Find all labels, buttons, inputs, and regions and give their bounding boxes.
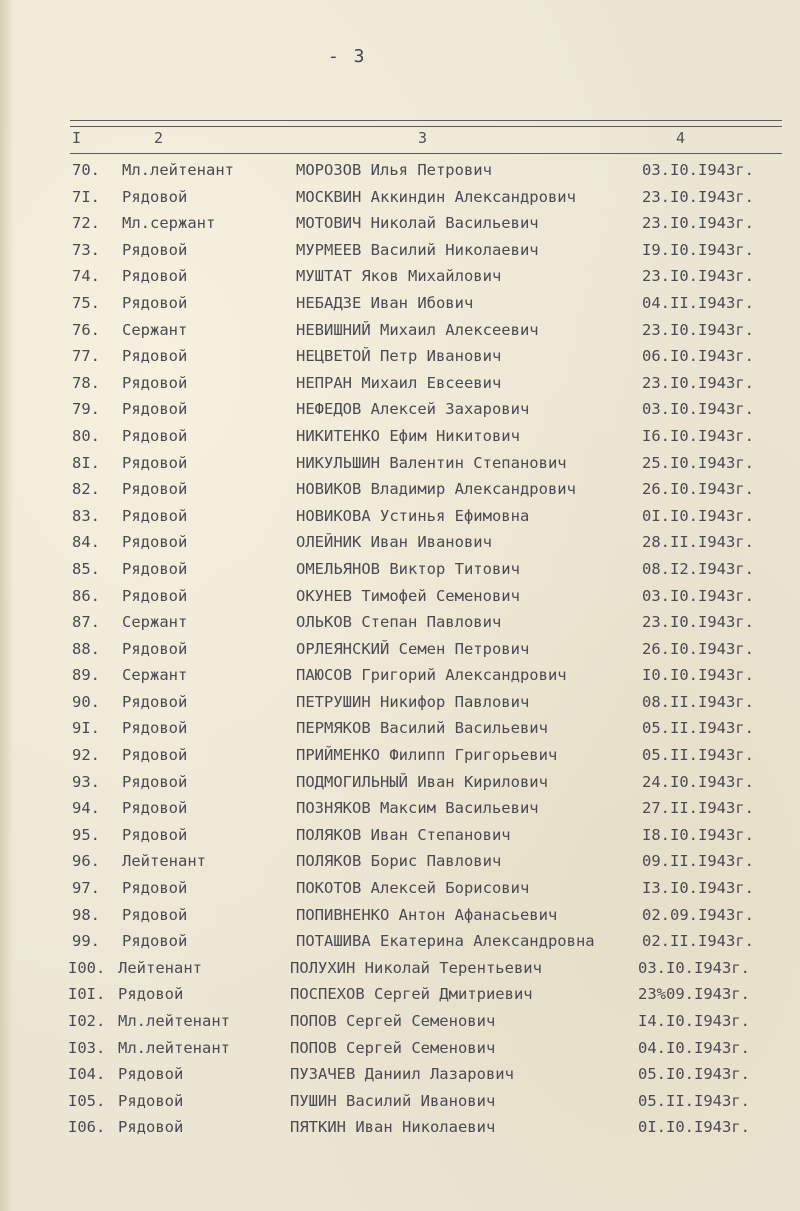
- row-number: 98.: [72, 905, 100, 924]
- row-full-name: ПОПОВ Сергей Семенович: [290, 1038, 496, 1057]
- row-rank: Рядовой: [122, 905, 188, 924]
- row-number: 7I.: [72, 187, 100, 206]
- row-date: 23.I0.I943г.: [642, 320, 754, 339]
- row-number: I05.: [68, 1091, 106, 1110]
- row-date: I3.I0.I943г.: [642, 879, 754, 898]
- row-number: 93.: [72, 772, 100, 791]
- row-full-name: ОЛЕЙНИК Иван Иванович: [296, 533, 492, 552]
- row-full-name: МУШТАТ Яков Михайлович: [296, 267, 502, 286]
- row-rank: Рядовой: [118, 1091, 184, 1110]
- list-row: [0, 210, 800, 237]
- row-full-name: МОСКВИН Аккиндин Александрович: [296, 187, 576, 206]
- row-date: 05.II.I943г.: [642, 719, 754, 738]
- row-number: 72.: [72, 214, 100, 233]
- row-number: 97.: [72, 879, 100, 898]
- row-full-name: ПОТАШИВА Екатерина Александровна: [296, 932, 595, 951]
- row-rank: Рядовой: [122, 639, 188, 658]
- row-date: 03.I0.I943г.: [638, 958, 750, 977]
- row-number: 83.: [72, 506, 100, 525]
- row-rank: Мл.лейтенант: [118, 1038, 230, 1057]
- list-row: [0, 343, 800, 370]
- row-full-name: ОРЛЕЯНСКИЙ Семен Петрович: [296, 639, 530, 658]
- row-date: 03.I0.I943г.: [642, 161, 754, 179]
- row-number: 84.: [72, 533, 100, 552]
- header-rule-second: [70, 126, 782, 127]
- header-rule-bottom: [70, 153, 782, 154]
- row-full-name: НИКИТЕНКО Ефим Никитович: [296, 426, 520, 445]
- row-full-name: ПРИЙМЕНКО Филипп Григорьевич: [296, 746, 558, 765]
- row-date: 24.I0.I943г.: [642, 772, 754, 791]
- row-date: 0I.I0.I943г.: [638, 1118, 750, 1137]
- list-row: [0, 689, 800, 716]
- row-number: 89.: [72, 666, 100, 685]
- row-date: 05.II.I943г.: [642, 746, 754, 765]
- row-rank: Мл.лейтенант: [122, 161, 234, 179]
- row-date: 05.II.I943г.: [638, 1091, 750, 1110]
- row-date: 28.II.I943г.: [642, 533, 754, 552]
- row-rank: Сержант: [122, 320, 188, 339]
- row-full-name: ПОЛЯКОВ Иван Степанович: [296, 825, 511, 844]
- row-full-name: ПЕТРУШИН Никифор Павлович: [296, 692, 530, 711]
- list-row: [0, 795, 800, 822]
- row-full-name: НОВИКОВА Устинья Ефимовна: [296, 506, 530, 525]
- row-date: I4.I0.I943г.: [638, 1012, 750, 1030]
- column-header-3: 3: [418, 129, 428, 147]
- row-full-name: НЕВИШНИЙ Михаил Алексеевич: [296, 320, 539, 339]
- list-row: [0, 822, 800, 849]
- row-date: 09.II.I943г.: [642, 852, 754, 871]
- row-rank: Мл.сержант: [122, 214, 216, 233]
- row-number: 90.: [72, 692, 100, 711]
- row-full-name: ПОСПЕХОВ Сергей Дмитриевич: [290, 985, 533, 1004]
- row-rank: Рядовой: [122, 347, 188, 366]
- row-rank: Рядовой: [122, 879, 188, 898]
- row-number: 95.: [72, 825, 100, 844]
- list-row: [0, 1114, 800, 1141]
- row-rank: Рядовой: [122, 480, 188, 499]
- row-rank: Рядовой: [122, 400, 188, 419]
- list-row: [0, 556, 800, 583]
- row-full-name: ОМЕЛЬЯНОВ Виктор Титович: [296, 559, 520, 578]
- row-number: I06.: [68, 1118, 106, 1137]
- row-full-name: НИКУЛЬШИН Валентин Степанович: [296, 453, 567, 472]
- row-full-name: ОЛЬКОВ Степан Павлович: [296, 613, 502, 632]
- row-number: 99.: [72, 932, 100, 951]
- list-row: [0, 662, 800, 689]
- row-date: 23.I0.I943г.: [642, 373, 754, 392]
- row-date: 26.I0.I943г.: [642, 639, 754, 658]
- row-full-name: ПАЮСОВ Григорий Александрович: [296, 666, 567, 685]
- row-number: 9I.: [72, 719, 100, 738]
- row-date: I9.I0.I943г.: [642, 240, 754, 259]
- list-row: [0, 955, 800, 982]
- row-rank: Рядовой: [122, 799, 188, 818]
- list-row: [0, 370, 800, 397]
- row-rank: Рядовой: [118, 1118, 184, 1137]
- row-number: I0I.: [68, 985, 106, 1004]
- row-date: 08.II.I943г.: [642, 692, 754, 711]
- row-rank: Рядовой: [122, 506, 188, 525]
- row-number: 73.: [72, 240, 100, 259]
- row-number: 8I.: [72, 453, 100, 472]
- list-row: [0, 1008, 800, 1035]
- row-number: 82.: [72, 480, 100, 499]
- column-header-2: 2: [154, 129, 164, 147]
- row-rank: Рядовой: [122, 772, 188, 791]
- row-rank: Рядовой: [122, 692, 188, 711]
- list-row: [0, 769, 800, 796]
- row-full-name: ПЯТКИН Иван Николаевич: [290, 1118, 496, 1137]
- row-date: 23.I0.I943г.: [642, 267, 754, 286]
- row-rank: Рядовой: [122, 825, 188, 844]
- list-row: [0, 715, 800, 742]
- row-number: 74.: [72, 267, 100, 286]
- row-full-name: ПОЛУХИН Николай Терентьевич: [290, 958, 542, 977]
- row-number: 75.: [72, 293, 100, 312]
- row-date: 02.09.I943г.: [642, 905, 754, 924]
- row-number: 94.: [72, 799, 100, 818]
- row-full-name: ПУЗАЧЕВ Даниил Лазарович: [290, 1065, 514, 1084]
- row-date: 03.I0.I943г.: [642, 400, 754, 419]
- row-number: 76.: [72, 320, 100, 339]
- row-date: 23%09.I943г.: [638, 985, 750, 1004]
- row-rank: Лейтенант: [118, 958, 202, 977]
- row-full-name: ОКУНЕВ Тимофей Семенович: [296, 586, 520, 605]
- list-row: [0, 981, 800, 1008]
- row-date: 27.II.I943г.: [642, 799, 754, 818]
- list-row: [0, 450, 800, 477]
- row-date: 26.I0.I943г.: [642, 480, 754, 499]
- list-row: [0, 1061, 800, 1088]
- row-date: 23.I0.I943г.: [642, 613, 754, 632]
- row-rank: Рядовой: [122, 586, 188, 605]
- list-row: [0, 609, 800, 636]
- row-rank: Лейтенант: [122, 852, 206, 871]
- row-rank: Рядовой: [122, 293, 188, 312]
- row-rank: Рядовой: [122, 559, 188, 578]
- row-full-name: НЕБАДЗЕ Иван Ибович: [296, 293, 474, 312]
- list-row: [0, 583, 800, 610]
- row-full-name: ПОПИВНЕНКО Антон Афанасьевич: [296, 905, 558, 924]
- row-full-name: ПОПОВ Сергей Семенович: [290, 1012, 496, 1030]
- row-rank: Мл.лейтенант: [118, 1012, 230, 1030]
- row-full-name: МОТОВИЧ Николай Васильевич: [296, 214, 539, 233]
- row-full-name: ПОКОТОВ Алексей Борисович: [296, 879, 530, 898]
- row-date: 08.I2.I943г.: [642, 559, 754, 578]
- row-rank: Рядовой: [122, 932, 188, 951]
- row-full-name: ПОЛЯКОВ Борис Павлович: [296, 852, 502, 871]
- column-header-4: 4: [676, 129, 686, 147]
- row-number: I03.: [68, 1038, 106, 1057]
- header-rule-top: [70, 120, 782, 121]
- row-rank: Рядовой: [122, 187, 188, 206]
- list-row: [0, 742, 800, 769]
- row-date: 04.II.I943г.: [642, 293, 754, 312]
- row-number: 79.: [72, 400, 100, 419]
- list-row: [0, 476, 800, 503]
- list-row: [0, 184, 800, 211]
- row-number: I04.: [68, 1065, 106, 1084]
- row-full-name: НЕФЕДОВ Алексей Захарович: [296, 400, 530, 419]
- list-row: [0, 237, 800, 264]
- row-full-name: НЕПРАН Михаил Евсеевич: [296, 373, 502, 392]
- list-row: [0, 1088, 800, 1115]
- list-row: [0, 928, 800, 955]
- row-rank: Рядовой: [122, 746, 188, 765]
- list-row: [0, 902, 800, 929]
- row-date: 03.I0.I943г.: [642, 586, 754, 605]
- row-rank: Рядовой: [122, 373, 188, 392]
- row-rank: Рядовой: [122, 240, 188, 259]
- list-row: [0, 636, 800, 663]
- row-number: 87.: [72, 613, 100, 632]
- row-number: I00.: [68, 958, 106, 977]
- row-number: 78.: [72, 373, 100, 392]
- list-row: [0, 290, 800, 317]
- row-full-name: ПУШИН Василий Иванович: [290, 1091, 496, 1110]
- row-number: 70.: [72, 161, 100, 179]
- row-rank: Рядовой: [122, 267, 188, 286]
- row-date: 23.I0.I943г.: [642, 214, 754, 233]
- row-date: 25.I0.I943г.: [642, 453, 754, 472]
- row-date: 23.I0.I943г.: [642, 187, 754, 206]
- row-number: 86.: [72, 586, 100, 605]
- list-row: [0, 848, 800, 875]
- list-row: [0, 875, 800, 902]
- row-full-name: ПОДМОГИЛЬНЫЙ Иван Кирилович: [296, 772, 548, 791]
- row-rank: Рядовой: [122, 453, 188, 472]
- row-date: I8.I0.I943г.: [642, 825, 754, 844]
- list-row: [0, 396, 800, 423]
- row-number: I02.: [68, 1012, 106, 1030]
- row-rank: Сержант: [122, 666, 188, 685]
- row-rank: Рядовой: [122, 426, 188, 445]
- casualty-list: [0, 157, 800, 1141]
- row-date: 05.I0.I943г.: [638, 1065, 750, 1084]
- row-date: 0I.I0.I943г.: [642, 506, 754, 525]
- row-rank: Сержант: [122, 613, 188, 632]
- row-number: 88.: [72, 639, 100, 658]
- list-row: [0, 263, 800, 290]
- row-number: 77.: [72, 347, 100, 366]
- row-date: 04.I0.I943г.: [638, 1038, 750, 1057]
- row-full-name: ПОЗНЯКОВ Максим Васильевич: [296, 799, 539, 818]
- row-full-name: ПЕРМЯКОВ Василий Васильевич: [296, 719, 548, 738]
- list-row: [0, 1035, 800, 1062]
- row-full-name: НОВИКОВ Владимир Александрович: [296, 480, 576, 499]
- row-full-name: МУРМЕЕВ Василий Николаевич: [296, 240, 539, 259]
- row-date: I6.I0.I943г.: [642, 426, 754, 445]
- row-full-name: МОРОЗОВ Илья Петрович: [296, 161, 492, 179]
- list-row: [0, 157, 800, 184]
- row-rank: Рядовой: [122, 533, 188, 552]
- page-number: - 3: [328, 46, 367, 67]
- list-row: [0, 423, 800, 450]
- row-date: 06.I0.I943г.: [642, 347, 754, 366]
- row-full-name: НЕЦВЕТОЙ Петр Иванович: [296, 347, 502, 366]
- row-number: 80.: [72, 426, 100, 445]
- row-rank: Рядовой: [118, 985, 184, 1004]
- row-number: 92.: [72, 746, 100, 765]
- row-rank: Рядовой: [118, 1065, 184, 1084]
- row-number: 96.: [72, 852, 100, 871]
- row-rank: Рядовой: [122, 719, 188, 738]
- row-number: 85.: [72, 559, 100, 578]
- list-row: [0, 503, 800, 530]
- column-header-1: I: [72, 129, 82, 147]
- list-row: [0, 317, 800, 344]
- list-row: [0, 529, 800, 556]
- row-date: I0.I0.I943г.: [642, 666, 754, 685]
- row-date: 02.II.I943г.: [642, 932, 754, 951]
